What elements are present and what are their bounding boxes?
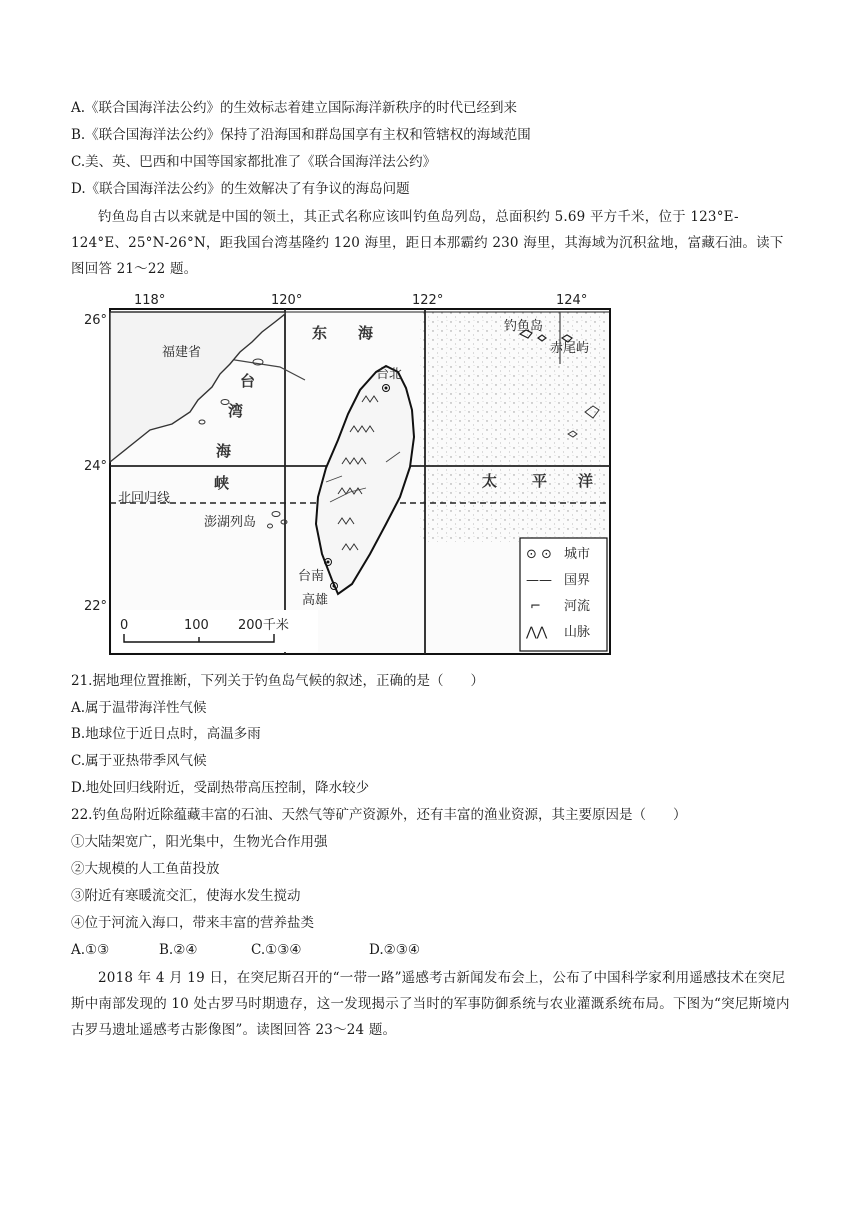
intro-paragraph-diaoyu: 钓鱼岛自古以来就是中国的领土，其正式名称应该叫钓鱼岛列岛，总面积约 5.69 平方千米，位于 123°E-124°E、25°N-26°N，距我国台湾基隆约 120 海里，距日本那霸约 230 海里，其海域为沉积盆地，富藏石油。读下图回答 21～22 题。 — [71, 209, 784, 277]
q20-option-d: D.《联合国海洋法公约》的生效解决了有争议的海岛问题 — [71, 181, 410, 197]
lat-label-26: 26° — [84, 313, 108, 328]
legend-city-label: 城市 — [564, 547, 591, 562]
map-legend — [520, 538, 607, 651]
lat-label-24: 24° — [84, 459, 108, 474]
legend-mountain-label: 山脉 — [564, 625, 591, 640]
label-pacific-3: 洋 — [578, 472, 594, 490]
label-taipei: 台北 — [376, 367, 403, 382]
map-scale-bar — [112, 610, 318, 652]
q22-item-4: ④位于河流入海口，带来丰富的营养盐类 — [71, 915, 314, 931]
legend-river-label: 河流 — [564, 599, 591, 614]
label-pacific-1: 太 — [482, 472, 498, 490]
legend-mountain-symbol: ⋀⋀ — [526, 625, 548, 640]
lon-label-120: 120° — [271, 293, 303, 308]
q22-stem: 22.钓鱼岛附近除蕴藏丰富的石油、天然气等矿产资源外，还有丰富的渔业资源，其主要原因是（ ） — [71, 807, 687, 823]
legend-border-label: 国界 — [564, 573, 591, 588]
label-fujian: 福建省 — [162, 345, 202, 360]
scale-end: 200千米 — [238, 618, 289, 633]
lat-label-22: 22° — [84, 599, 108, 614]
q22-choice-b: B.②④ — [159, 942, 198, 958]
diaoyu-taiwan-map — [80, 292, 620, 658]
legend-river-symbol: ⌐ — [530, 599, 541, 614]
q22-item-3: ③附近有寒暖流交汇，使海水发生搅动 — [71, 888, 301, 904]
q22-choices — [71, 940, 420, 960]
q20-option-c: C.美、英、巴西和中国等国家都批准了《联合国海洋法公约》 — [71, 154, 437, 170]
label-tainan: 台南 — [298, 569, 325, 584]
label-strait-3: 海 — [216, 442, 232, 460]
label-donghai-1: 东 — [312, 324, 328, 342]
q22-choice-a: A.①③ — [71, 942, 110, 958]
q22-choice-c: C.①③④ — [251, 942, 302, 958]
lon-label-118: 118° — [134, 293, 166, 308]
label-strait-1: 台 — [240, 372, 256, 390]
q21-option-d: D.地处回归线附近，受副热带高压控制，降水较少 — [71, 780, 370, 796]
q21-stem: 21.据地理位置推断，下列关于钓鱼岛气候的叙述，正确的是（ ） — [71, 673, 484, 689]
q21-option-a: A.属于温带海洋性气候 — [71, 700, 207, 716]
label-penghu: 澎湖列岛 — [204, 515, 257, 530]
label-diaoyu: 钓鱼岛 — [504, 319, 544, 334]
lon-label-124: 124° — [556, 293, 588, 308]
scale-zero: 0 — [120, 618, 129, 633]
legend-border-symbol: —— — [526, 573, 552, 588]
lon-label-122: 122° — [412, 293, 444, 308]
legend-city-symbol: ⊙ ⊙ — [526, 547, 552, 562]
label-tropic: 北回归线 — [118, 491, 171, 506]
label-strait-2: 湾 — [228, 402, 244, 420]
scale-mid: 100 — [184, 618, 209, 633]
q22-item-1: ①大陆架宽广，阳光集中，生物光合作用强 — [71, 834, 328, 850]
label-kaohsiung: 高雄 — [302, 593, 329, 608]
intro-paragraph-tunisia: 2018 年 4 月 19 日，在突尼斯召开的“一带一路”遥感考古新闻发布会上，公布了中国科学家利用遥感技术在突尼斯中南部发现的 10 处古罗马时期遗存，这一发现揭示了当时的军事防御系统与农业灌溉系统布局。下图为“突尼斯境内古罗马遗址遥感考古影像图”。读图回答 23～24 题。 — [71, 970, 790, 1038]
label-strait-4: 峡 — [214, 474, 230, 492]
q21-option-c: C.属于亚热带季风气候 — [71, 753, 207, 769]
q22-choice-d: D.②③④ — [369, 942, 420, 958]
label-donghai-2: 海 — [358, 324, 374, 342]
label-pacific-2: 平 — [532, 472, 548, 490]
q20-option-b: B.《联合国海洋法公约》保持了沿海国和群岛国享有主权和管辖权的海域范围 — [71, 127, 531, 143]
q22-item-2: ②大规模的人工鱼苗投放 — [71, 861, 220, 877]
label-chiwei: 赤尾屿 — [550, 341, 590, 356]
q21-option-b: B.地球位于近日点时，高温多雨 — [71, 726, 261, 742]
q20-option-a: A.《联合国海洋法公约》的生效标志着建立国际海洋新秩序的时代已经到来 — [71, 100, 518, 116]
